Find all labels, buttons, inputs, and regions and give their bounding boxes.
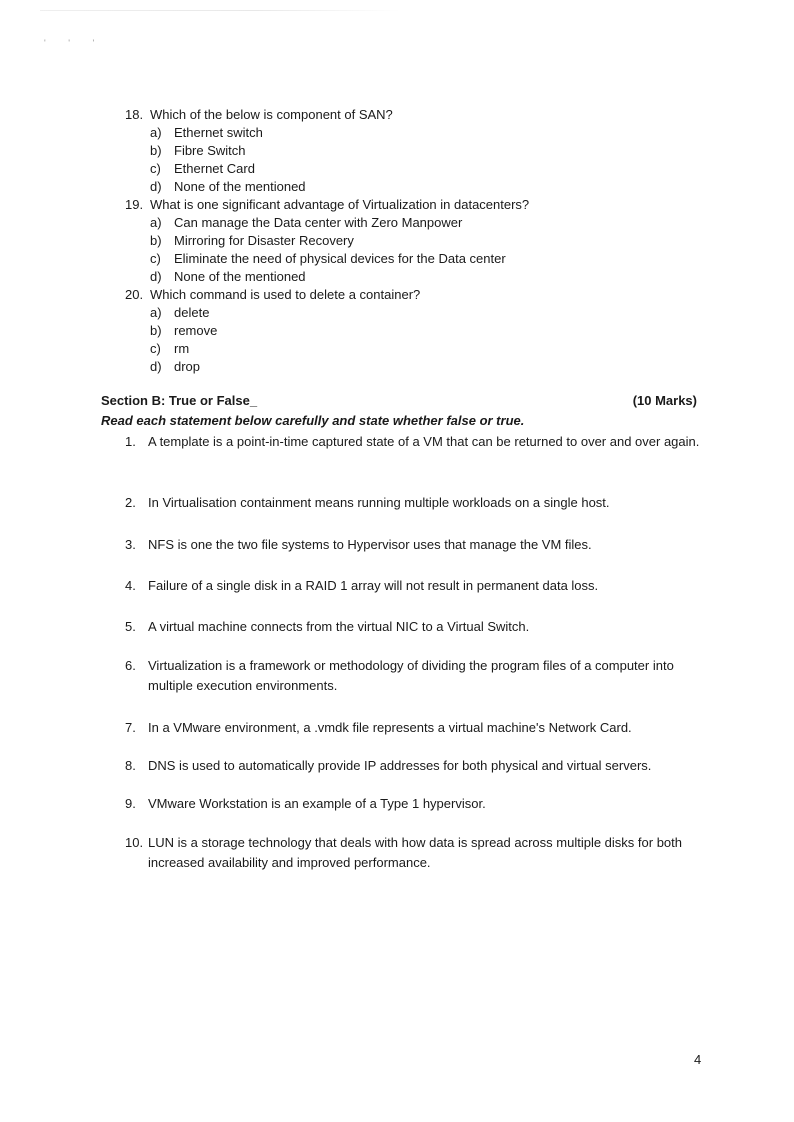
option-letter: b) (150, 143, 162, 158)
item-text: NFS is one the two file systems to Hypervisor uses that manage the VM files. (148, 537, 592, 552)
option-20d (125, 358, 725, 376)
section-instruction: Read each statement below carefully and state whether false or true. (101, 413, 525, 428)
option-text: drop (174, 359, 201, 374)
option-text: Fibre Switch (174, 143, 246, 158)
question-text: Which of the below is component of SAN? (150, 107, 393, 122)
item-number: 9. (125, 796, 136, 811)
section-b-heading (101, 391, 697, 411)
option-text: delete (174, 305, 210, 320)
section-marks: (10 Marks) (632, 393, 697, 408)
item-text: Virtualization is a framework or methodology of dividing the program files of a computer into multiple execution environments. (148, 658, 674, 693)
option-letter: a) (150, 215, 162, 230)
option-19c (125, 250, 725, 268)
option-19b (125, 232, 725, 250)
option-18b (125, 142, 725, 160)
option-letter: d) (150, 269, 162, 284)
question-19 (125, 196, 725, 214)
section-title: Section B: True or False_ (101, 393, 258, 408)
option-letter: a) (150, 125, 162, 140)
option-20b (125, 322, 725, 340)
option-text: Ethernet switch (174, 125, 263, 140)
question-text: Which command is used to delete a container? (150, 287, 421, 302)
item-number: 7. (125, 720, 136, 735)
item-text: A template is a point-in-time captured state of a VM that can be returned to over and over again. (148, 434, 700, 449)
question-number: 19. (125, 197, 144, 212)
question-number: 20. (125, 287, 144, 302)
item-text: DNS is used to automatically provide IP addresses for both physical and virtual servers. (148, 758, 652, 773)
item-text: In a VMware environment, a .vmdk file represents a virtual machine's Network Card. (148, 720, 632, 735)
option-letter: b) (150, 323, 162, 338)
option-text: rm (174, 341, 190, 356)
option-text: Ethernet Card (174, 161, 255, 176)
option-letter: c) (150, 251, 161, 266)
option-18d (125, 178, 725, 196)
item-text: A virtual machine connects from the virtual NIC to a Virtual Switch. (148, 619, 530, 634)
option-19a (125, 214, 725, 232)
item-text: Failure of a single disk in a RAID 1 array will not result in permanent data loss. (148, 578, 599, 593)
item-text: VMware Workstation is an example of a Type 1 hypervisor. (148, 796, 486, 811)
option-20c (125, 340, 725, 358)
item-number: 2. (125, 495, 136, 510)
item-number: 5. (125, 619, 136, 634)
option-18c (125, 160, 725, 178)
option-text: Can manage the Data center with Zero Manpower (174, 215, 463, 230)
option-letter: b) (150, 233, 162, 248)
multiple-choice-block (125, 106, 725, 376)
option-text: remove (174, 323, 218, 338)
option-text: None of the mentioned (174, 179, 306, 194)
option-letter: d) (150, 359, 162, 374)
question-number: 18. (125, 107, 144, 122)
page-number: 4 (694, 1052, 702, 1067)
item-number: 6. (125, 658, 136, 673)
item-number: 8. (125, 758, 136, 773)
scan-artifact-line (40, 10, 400, 11)
item-text: In Virtualisation containment means running multiple workloads on a single host. (148, 495, 610, 510)
question-text: What is one significant advantage of Virtualization in datacenters? (150, 197, 530, 212)
question-20 (125, 286, 725, 304)
question-18 (125, 106, 725, 124)
item-number: 10. (125, 835, 144, 850)
option-20a (125, 304, 725, 322)
item-number: 3. (125, 537, 136, 552)
item-text: LUN is a storage technology that deals with how data is spread across multiple disks for both increased availability and improved performance. (148, 835, 682, 870)
item-number: 4. (125, 578, 136, 593)
option-18a (125, 124, 725, 142)
option-letter: c) (150, 341, 161, 356)
option-text: None of the mentioned (174, 269, 306, 284)
option-text: Eliminate the need of physical devices for the Data center (174, 251, 506, 266)
option-letter: c) (150, 161, 161, 176)
option-text: Mirroring for Disaster Recovery (174, 233, 354, 248)
option-letter: a) (150, 305, 162, 320)
option-letter: d) (150, 179, 162, 194)
scan-artifact-dots: ' ' ' (44, 38, 105, 48)
item-number: 1. (125, 434, 136, 449)
option-19d (125, 268, 725, 286)
